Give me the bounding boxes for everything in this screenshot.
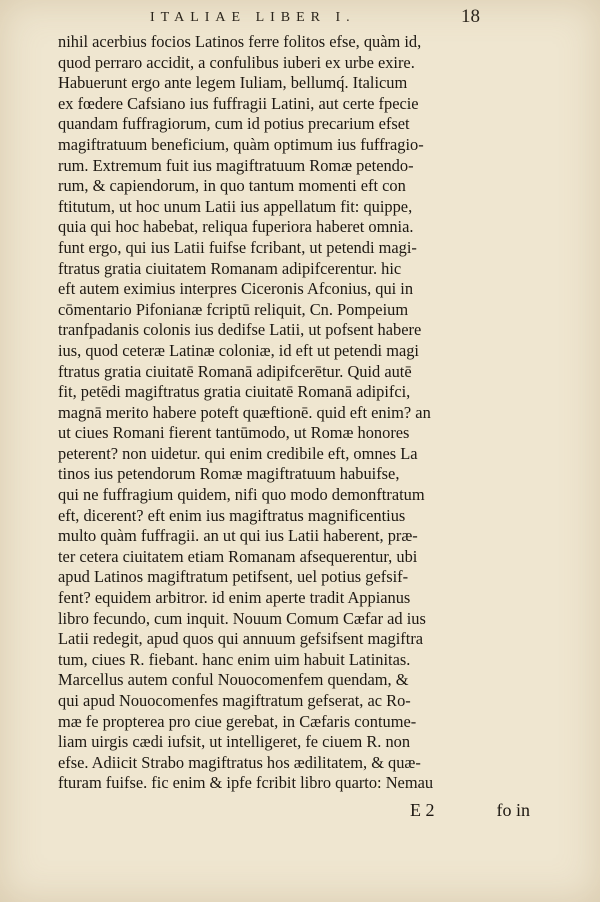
text-line: tranfpadanis colonis ius dedifse Latii, ut pofsent habere: [58, 320, 422, 340]
text-line: apud Latinos magiftratum petifsent, uel potius gefsif-: [58, 567, 409, 587]
text-line: ut ciues Romani fierent tantūmodo, ut Romæ honores: [58, 423, 410, 443]
text-line: quia qui hoc habebat, reliqua fuperiora haberet omnia.: [58, 217, 414, 237]
text-line: quandam fuffragiorum, cum id potius precarium efset: [58, 114, 410, 134]
text-line: qui ne fuffragium quidem, nifi quo modo demonftratum: [58, 485, 425, 505]
text-line: multo quàm fuffragii. an ut qui ius Latii haberent, præ-: [58, 526, 418, 546]
signature-mark: E 2: [410, 800, 435, 820]
text-line: magnā merito habere poteft quæftionē. quid eft enim? an: [58, 402, 431, 422]
text-line: qui apud Nouocomenfes magiftratum gefserat, ac Ro-: [58, 691, 411, 710]
text-line: Habuerunt ergo ante legem Iuliam, bellumq́. Italicum: [58, 73, 408, 93]
text-line: eft autem eximius interpres Ciceronis Afconius, qui in: [58, 279, 414, 299]
text-line: ius, quod ceteræ Latinæ coloniæ, id eft ut petendi magi: [58, 340, 419, 360]
text-line: mæ fe propterea pro ciue gerebat, in Cæfaris contume-: [58, 711, 417, 731]
text-line: ex fœdere Cafsiano ius fuffragii Latini, aut certe fpecie: [58, 93, 419, 113]
text-line: ter cetera ciuitatem etiam Romanam afsequerentur, ubi: [58, 546, 418, 566]
text-line: rum. Extremum fuit ius magiftratuum Romæ petendo-: [58, 155, 414, 175]
body-text: [58, 32, 530, 794]
folio-number: 18: [461, 6, 480, 27]
text-line: efse. Adiicit Strabo magiftratus hos ædilitatem, & quæ-: [58, 752, 421, 772]
text-line: tum, ciues R. fiebant. hanc enim uim habuit Latinitas.: [58, 649, 411, 669]
running-head: ITALIAE LIBER I.: [150, 10, 356, 25]
text-line: funt ergo, qui ius Latii fuifse fcribant, ut petendi magi-: [58, 237, 417, 257]
catchword: fo in: [496, 800, 530, 820]
text-line: libro fecundo, cum inquit. Nouum Comum Cæfar ad ius: [58, 608, 426, 628]
text-line: peterent? non uidetur. qui enim credibile eft, omnes La: [58, 443, 418, 463]
text-line: fturam fuifse. fic enim & ipfe fcribit libro quarto: Nemau: [58, 773, 434, 793]
page-footer: [300, 800, 530, 824]
text-line: Latii redegit, apud quos qui annuum gefsifsent magiftra: [58, 629, 424, 649]
text-line: tinos ius petendorum Romæ magiftratuum habuifse,: [58, 464, 400, 484]
text-line: cōmentario Pifonianæ fcriptū reliquit, Cn. Pompeium: [58, 299, 409, 319]
text-line: magiftratuum beneficium, quàm optimum ius fuffragio-: [58, 134, 424, 154]
text-line: ftitutum, ut hoc unum Latii ius appellatum fit: quippe,: [58, 196, 413, 216]
text-line: eft, dicerent? eft enim ius magiftratus magnificentius: [58, 505, 406, 525]
text-line: liam uirgis cædi iufsit, ut intelligeret, fe ciuem R. non: [58, 732, 411, 752]
text-line: rum, & capiendorum, in quo tantum momenti eft con: [58, 176, 406, 196]
text-line: Marcellus autem conful Nouocomenfem quendam, &: [58, 670, 409, 690]
text-line: quod perraro accidit, a confulibus iuberi ex urbe exire.: [58, 52, 415, 72]
text-line: nihil acerbius focios Latinos ferre folitos efse, quàm id,: [58, 32, 422, 51]
text-line: fit, petēdi magiftratus gratia ciuitatē Romanā adipifci,: [58, 382, 411, 402]
text-line: ftratus gratia ciuitatem Romanam adipifcerentur. hic: [58, 258, 402, 278]
text-line: ftratus gratia ciuitatē Romanā adipifcerētur. Quid autē: [58, 361, 412, 381]
text-line: fent? equidem arbitror. id enim aperte tradit Appianus: [58, 588, 411, 608]
